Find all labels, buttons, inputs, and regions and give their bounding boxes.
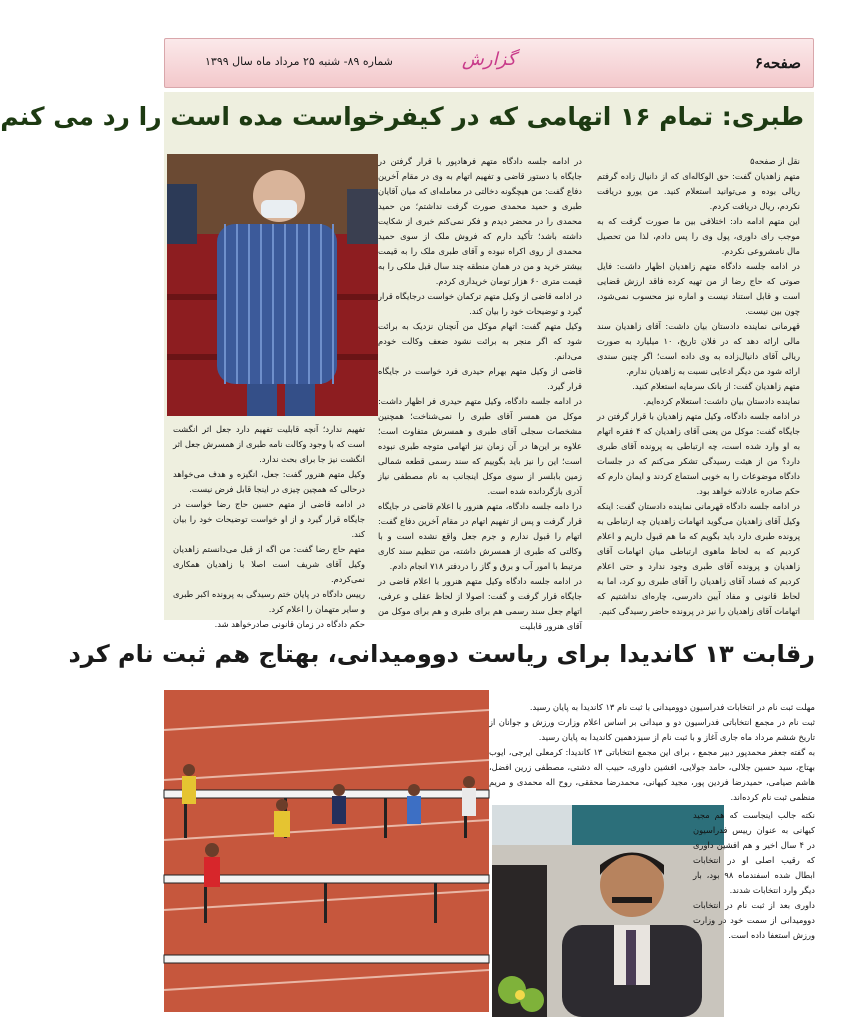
paragraph: در ادامه جلسه دادگاه، وکیل متهم زاهدیان با قرار گرفتن در جایگاه گفت: موکل من یعنی آقای زاهدیان که ۴ فقره اتهام به او وارد شده است، چه ارتباطی به پرونده آقای طبری دارد؟ من از هیئت رسیدگی تشکر می‌کنم که در جلسات دادگاه موضوعات را به خوبی استماع کردند و ایمان دارم که حکم صادره عادلانه خواهد بود. bbox=[597, 411, 801, 496]
lead-column-3 bbox=[173, 422, 365, 629]
issue-info: شماره ۸۹- شنبه ۲۵ مرداد ماه سال ۱۳۹۹ bbox=[205, 55, 393, 68]
page-number: صفحه۶ bbox=[754, 54, 801, 72]
paragraph: وکیل متهم گفت: اتهام موکل من آنچنان نزدیک به برائت شود که اگر منجر به برائت نشود ضعف وکالت خودم می‌دانم. bbox=[378, 321, 582, 361]
paragraph: در ادامه جلسه دادگاه قهرمانی نماینده دادستان گفت: اینکه وکیل آقای زاهدیان می‌گوید اتهامات زاهدیان چه ارتباطی به پرونده طبری دارد باید بگویم که ما هم قبول داریم و اعلام کردیم که به لحاظ ماهوی ارتباطی میان اتهامات آقای زاهدیان و پرونده آقای طبری وجود ندارد و حتی اعلام کردیم که فساد آقای زاهدیان را آقای طبری رو کرد، اما به لحاظ قانونی و مفاد آیین دادرسی، چاره‌ای نداشتیم که اتهامات آقای زاهدیان را نیز در پرونده حاضر رسیدگی کنیم. bbox=[597, 501, 800, 616]
paragraph: متهم زاهدیان گفت: از بانک سرمایه استعلام کنید. bbox=[632, 381, 800, 391]
paragraph: قهرمانی نماینده دادستان بیان داشت: آقای زاهدیان سند مالی ارائه دهد که در فلان تاریخ، ۱۰ میلیارد به صورت ریالی آقای دانیال‌زاده به وی داده است؛ اگر چنین سندی ارائه شود من دیگر ادعایی نسبت به زاهدیان ندارم. bbox=[597, 321, 800, 376]
paragraph: در ادامه جلسه دادگاه متهم زاهدیان اظهار داشت: فایل صوتی که حاج رضا از من تهیه کرده فاقد ارزش قضایی است و قابل استناد نیست و اماره نیز محسوب نمی‌شود، چون بین نیست. bbox=[597, 261, 800, 316]
paragraph: در ادامه قاضی از متهم حسین حاج رضا خواست در جایگاه قرار گیرد و از او خواست توضیحات خود را بیان کند. bbox=[173, 499, 365, 539]
section-title: گزارش bbox=[461, 49, 517, 70]
paragraph: درا دامه جلسه دادگاه، متهم هنرور با اعلام قاضی در جایگاه قرار گرفت و پس از تفهیم اتهام در مقام آخرین دفاع گفت: اتهام را قبول ندارم و جرم جعل واقع نشده است و با وکالتی که طبری از همسرش داشته، من تنظیم سند کاری مرتبط با امور آب و برق و گاز را دردفتر ۷۱۸ انجام دادم. bbox=[378, 501, 582, 571]
paragraph: تفهیم ندارد؛ آنچه قابلیت تفهیم دارد جعل اثر انگشت است که با وجود وکالت نامه طبری از همسرش جعل اثر انگشت نیز جا برای بحث ندارد. bbox=[173, 424, 365, 464]
lead-article bbox=[0, 92, 814, 631]
official-photo bbox=[492, 805, 724, 1017]
paragraph: وکیل متهم هنرور گفت: جعل، انگیزه و هدف می‌خواهد درحالی که همچین چیزی در اینجا قابل فرض نیست. bbox=[173, 469, 365, 494]
second-column-bottom bbox=[693, 808, 815, 1018]
paragraph: نماینده دادستان بیان داشت: استعلام کرده‌ایم. bbox=[643, 396, 800, 406]
paragraph: رییس دادگاه در پایان ختم رسیدگی به پرونده اکبر طبری و سایر متهمان را اعلام کرد. bbox=[173, 589, 365, 614]
defendant-photo bbox=[167, 154, 378, 416]
paragraph: در ادامه جلسه دادگاه وکیل متهم هنرور با اعلام قاضی در جایگاه قرار گرفت و گفت: اصولا از لحاظ عقلی و عرفی، اتهام جعل سند رسمی هم برای طبری و هم برای موکل من آقای هنرور قابلیت bbox=[378, 576, 582, 631]
second-headline: رقابت ۱۳ کاندیدا برای ریاست دوومیدانی، بهتاج هم ثبت نام کرد bbox=[68, 640, 815, 668]
paragraph: این متهم ادامه داد: اختلافی بین ما صورت گرفت که به موجب رای داوری، پول وی را پس دادم، لذا من تحصیل مال نامشروعی نکردم. bbox=[597, 216, 800, 256]
lead-headline: طبری: تمام ۱۶ اتهامی که در کیفرخواست مده است را رد می کنم bbox=[0, 102, 804, 131]
paragraph: متهم حاج رضا گفت: من اگه از قبل می‌دانستم زاهدیان وکیل آقای شریف است اصلا با زاهدیان همکاری نمی‌کردم. bbox=[173, 544, 365, 584]
paragraph: ثبت نام در مجمع انتخاباتی فدراسیون دو و میدانی بر اساس اعلام وزارت ورزش و جوانان از تاریخ ششم مرداد ماه جاری آغاز و با ثبت نام از سیزدهمین کاندیدا به پایان رسید. bbox=[489, 717, 815, 742]
hurdles-race-photo bbox=[164, 690, 489, 1012]
paragraph: در ادامه جلسه دادگاه متهم فرهادپور با قرار گرفتن در جایگاه با دستور قاضی و تفهیم اتهام به وی در مقام آخرین دفاع گفت: من هیچگونه دخالتی در معامله‌ای که میان آقایان طبری و حمید محمدی صورت گرفت نداشتم؛ من حمید محمدی را در محضر دیدم و فکر نمی‌کنم خبری از شکایت داشته باشد؛ تأکید دارم که فروش ملک از سوی حمید محمدی از روی اکراه نبوده و آقای طبری ملک را به قیمت بیشتر خرید و من در همان منطقه چند سال قبل ملکی را به قیمت متری ۶۰ هزار تومان خریداری کردم. bbox=[378, 156, 582, 286]
paragraph: نقل از صفحه۵ bbox=[750, 156, 800, 166]
lead-column-2 bbox=[378, 154, 582, 631]
paragraph: داوری بعد از ثبت نام در انتخابات دوومیدانی از سمت خود در وزارت ورزش استعفا داده است. bbox=[693, 900, 815, 940]
paragraph: متهم زاهدیان گفت: حق الوکاله‌ای که از دانیال زاده گرفتم ریالی بوده و می‌توانید استعلام کنید. من یورو دریافت نکردم، ریال دریافت کردم. bbox=[597, 171, 800, 211]
paragraph: مهلت ثبت نام در انتخابات فدراسیون دوومیدانی با ثبت نام ۱۳ کاندیدا به پایان رسید. bbox=[529, 702, 815, 712]
paragraph: در ادامه قاضی از وکیل متهم ترکمان خواست درجایگاه قرار گیرد و توضیحات خود را بیان کند. bbox=[378, 291, 582, 316]
lead-column-1 bbox=[597, 154, 800, 614]
paragraph: حکم دادگاه در زمان قانونی صادرخواهد شد. bbox=[214, 619, 365, 629]
paragraph: در ادامه جلسه دادگاه، وکیل متهم حیدری فر اظهار داشت: موکل من همسر آقای طبری را نمی‌شناخت؛ همچنین مشخصات سجلی آقای طبری و همسرش متفاوت است؛ علاوه بر این‌ها در آن زمان نیز اتهامی متوجه طبری نبوده است؛ این را نیز باید بگوییم که سند رسمی قطعه شمالی زمین بابلسر از سوی موکل اینجانب به نام مصطفی نیاز آذری بازگردانده شده است. bbox=[378, 396, 582, 496]
second-column-top bbox=[489, 700, 815, 805]
page-header bbox=[164, 38, 814, 88]
paragraph: نکته جالب اینجاست که هم مجید کیهانی به عنوان رییس فدراسیون در ۴ سال اخیر و هم افشین داوری که رقیب اصلی او در انتخابات ابطال شده اسفندماه ۹۸ بود، بار دیگر وارد انتخابات شدند. bbox=[693, 810, 815, 895]
paragraph: به گفته جعفر محمدپور دبیر مجمع ، برای این مجمع انتخاباتی ۱۳ کاندیدا: کرمعلی ایرجی، ایوب بهتاج، سید حسین جلالی، حامد جولایی، افشین داوری، حبیب اله دشتی، مصطفی زرین افضل، هاشم صیامی، حمیدرضا فردین پور، مجید کیهانی، محمدرضا محققی، روح اله محمدی و مریم منظمی ثبت نام کرده‌اند. bbox=[489, 747, 815, 802]
paragraph: قاضی از وکیل متهم بهرام حیدری فرد خواست در جایگاه قرار گیرد. bbox=[378, 366, 582, 391]
